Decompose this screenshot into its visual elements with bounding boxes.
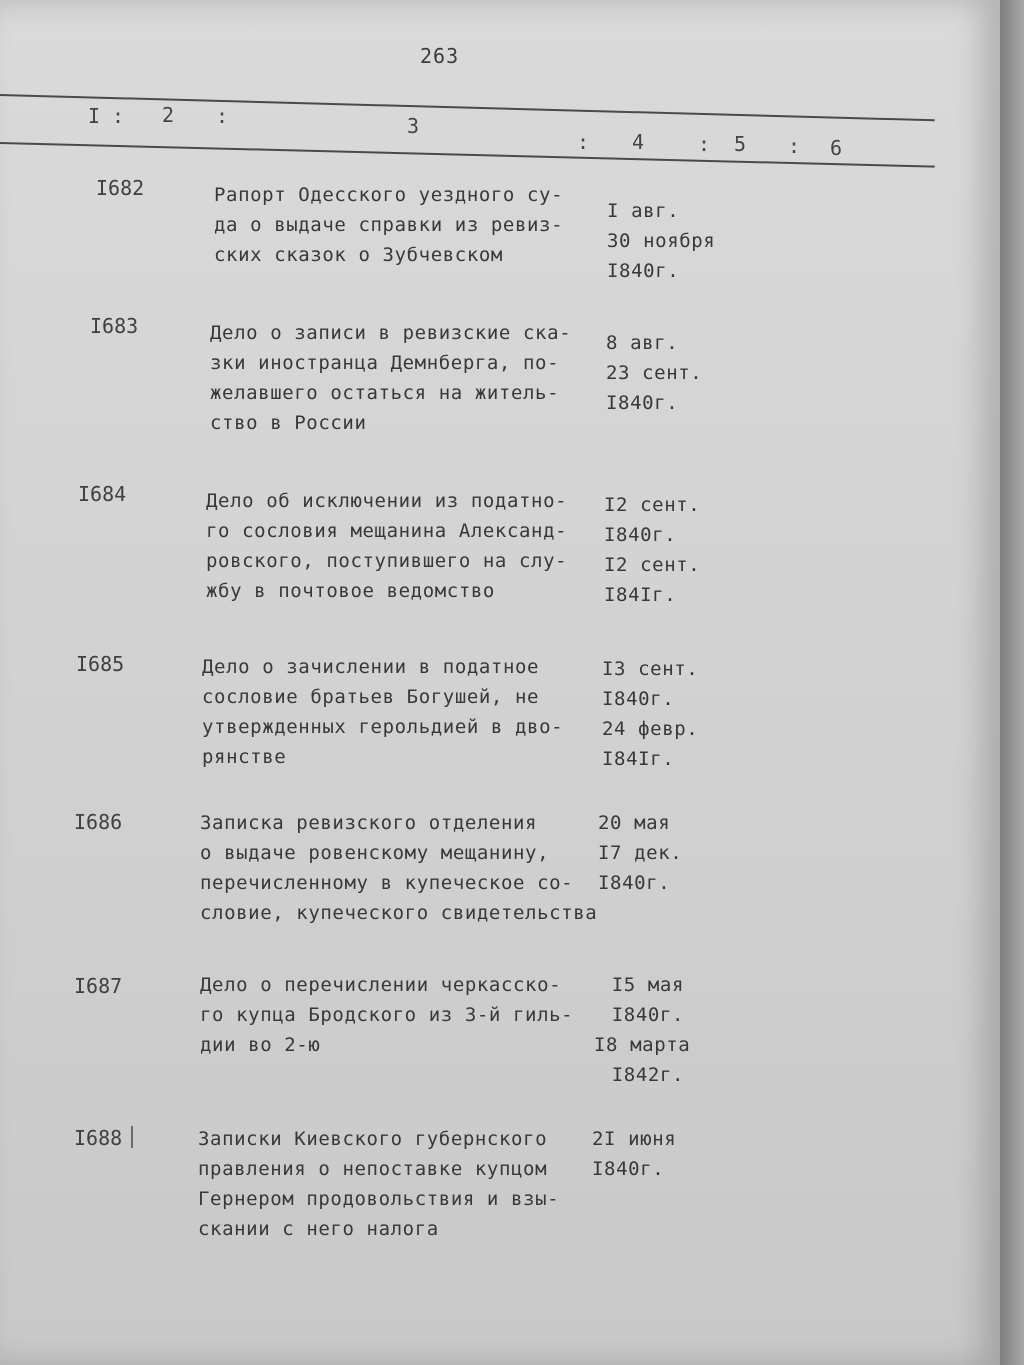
description-line: Дело о записи в ревизские ска-	[210, 322, 572, 344]
date-line: I8 марта	[594, 1034, 691, 1056]
header-rule-top	[0, 94, 935, 121]
description-line: Дело об исключении из податно-	[206, 490, 568, 512]
date-line: I2 сент.	[604, 554, 701, 576]
description-line: Дело о зачислении в податное	[202, 656, 540, 678]
entry-dates	[607, 196, 715, 286]
date-line: I840г.	[607, 260, 680, 282]
entry-dates	[606, 328, 702, 418]
date-line: I840г.	[606, 392, 679, 414]
description-line: ских сказок о Зубчевском	[214, 244, 503, 266]
date-line: I2 сент.	[604, 494, 701, 516]
description-line: ство в России	[210, 412, 367, 434]
entry-description	[206, 486, 606, 606]
entry-description	[198, 1124, 598, 1244]
entry-dates	[602, 654, 698, 774]
date-line: I840г.	[611, 1004, 684, 1026]
date-line: I840г.	[604, 524, 677, 546]
description-line: скании с него налога	[198, 1218, 439, 1240]
margin-tick-mark	[131, 1126, 133, 1148]
description-line: словие, купеческого свидетельства	[200, 902, 598, 924]
column-separator: :	[788, 134, 801, 158]
description-line: го сословия мещанина Александ-	[206, 520, 568, 542]
entry-number: I687	[74, 974, 123, 998]
date-line: I84Iг.	[602, 748, 675, 770]
description-line: да о выдаче справки из ревиз-	[214, 214, 564, 236]
description-line: утвержденных герольдией в дво-	[202, 716, 564, 738]
description-line: сословие братьев Богушей, не	[202, 686, 540, 708]
description-line: дии во 2-ю	[200, 1034, 321, 1056]
description-line: Записки Киевского губернского	[198, 1128, 548, 1150]
date-line: I84Iг.	[604, 584, 677, 606]
description-line: жбу в почтовое ведомство	[206, 580, 495, 602]
column-header-2: 2	[162, 103, 175, 127]
entry-dates	[592, 1124, 676, 1184]
column-separator: :	[112, 104, 125, 128]
description-line: Записка ревизского отделения	[200, 812, 538, 834]
description-line: зки иностранца Демнберга, по-	[210, 352, 560, 374]
column-header-5: 5	[734, 132, 747, 156]
entry-number: I688	[74, 1126, 123, 1150]
description-line: Гернером продовольствия и взы-	[198, 1188, 560, 1210]
description-line: перечисленному в купеческое со-	[200, 872, 574, 894]
description-line: правления о непоставке купцом	[198, 1158, 548, 1180]
column-header-6: 6	[830, 136, 843, 160]
column-header-1: I	[88, 104, 101, 128]
description-line: Дело о перечислении черкасско-	[200, 974, 562, 996]
date-line: 30 ноября	[607, 230, 716, 252]
page-number: 263	[420, 44, 460, 68]
description-line: Рапорт Одесского уездного су-	[214, 184, 564, 206]
entry-description	[210, 318, 610, 438]
entry-dates	[594, 970, 691, 1090]
description-line: желавшего остаться на житель-	[210, 382, 560, 404]
entry-number: I685	[76, 652, 125, 676]
entry-number: I686	[74, 810, 123, 834]
date-line: I5 мая	[611, 974, 684, 996]
date-line: 20 мая	[598, 812, 671, 834]
entry-number: I683	[90, 314, 139, 338]
entry-dates	[604, 490, 700, 610]
entry-number: I684	[78, 482, 127, 506]
page-edge-shadow	[1000, 0, 1024, 1365]
date-line: 8 авг.	[606, 332, 679, 354]
date-line: I842г.	[611, 1064, 684, 1086]
entry-description	[200, 970, 600, 1060]
column-separator: :	[698, 132, 711, 156]
date-line: 23 сент.	[606, 362, 703, 384]
date-line: I7 дек.	[598, 842, 683, 864]
entry-description	[200, 808, 600, 928]
date-line: 24 февр.	[602, 718, 699, 740]
column-separator: :	[216, 104, 229, 128]
column-header-3: 3	[407, 114, 420, 138]
date-line: I авг.	[607, 200, 680, 222]
date-line: I3 сент.	[602, 658, 699, 680]
entry-description	[202, 652, 602, 772]
date-line: I840г.	[598, 872, 671, 894]
description-line: о выдаче ровенскому мещанину,	[200, 842, 550, 864]
date-line: 2I июня	[592, 1128, 677, 1150]
date-line: I840г.	[602, 688, 675, 710]
description-line: рянстве	[202, 746, 287, 768]
date-line: I840г.	[592, 1158, 665, 1180]
entry-description	[214, 180, 614, 270]
description-line: ровского, поступившего на слу-	[206, 550, 568, 572]
description-line: го купца Бродского из 3-й гиль-	[200, 1004, 574, 1026]
column-separator: :	[577, 130, 590, 154]
entry-number: I682	[96, 176, 145, 200]
column-header-4: 4	[632, 130, 645, 154]
entry-dates	[598, 808, 682, 898]
